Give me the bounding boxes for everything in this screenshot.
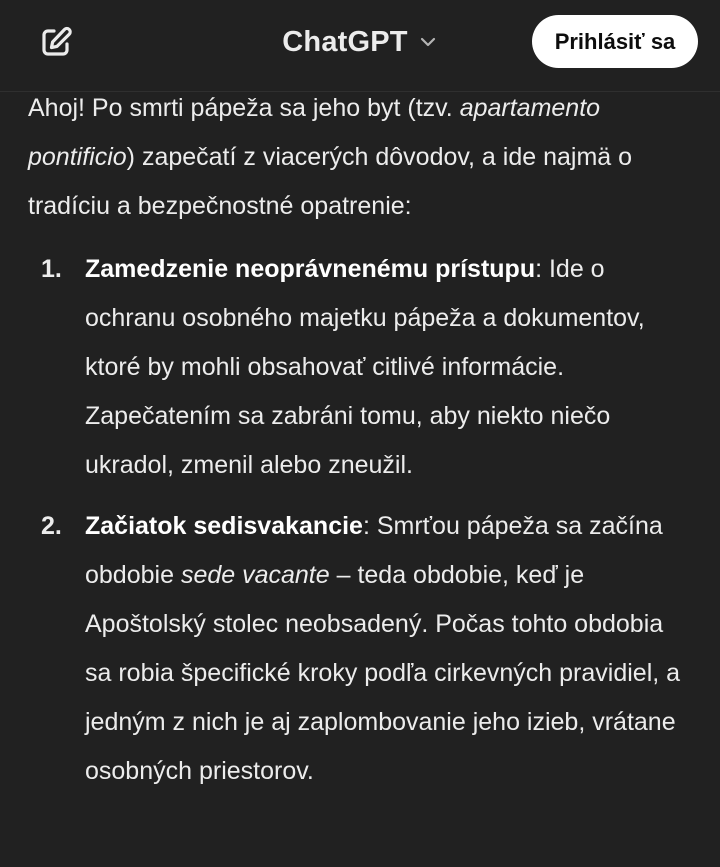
list-item-text: – teda obdobie, keď je Apoštolský stolec neobsadený. Počas tohto obdobia sa robia špecifické kroky podľa cirkevných pravidiel, a jedným z nich je aj zaplombovanie jeho izieb, vrátane osobných priestorov. — [85, 561, 681, 785]
list-item-heading: Začiatok sedisvakancie — [85, 512, 363, 540]
chevron-down-icon — [418, 32, 438, 52]
top-bar — [0, 0, 720, 92]
reasons-list — [28, 245, 688, 796]
list-item-number: 2. — [41, 512, 62, 540]
new-chat-button[interactable] — [36, 22, 76, 62]
app-title: ChatGPT — [282, 25, 408, 58]
list-item — [28, 502, 688, 796]
list-item-heading: Zamedzenie neoprávnenému prístupu — [85, 255, 536, 283]
login-button[interactable]: Prihlásiť sa — [532, 15, 698, 68]
model-selector[interactable] — [282, 26, 437, 59]
list-item-text: : Smrťou pápeža sa začína obdobie — [85, 512, 663, 589]
message-intro: Ahoj! Po smrti pápeža sa jeho byt (tzv. apartamento pontificio) zapečatí z viacerých dôvodov, a ide najmä o tradíciu a bezpečnostné opatrenie: — [28, 94, 633, 220]
list-item-italic: sede vacante — [180, 561, 330, 589]
list-item — [28, 245, 688, 490]
edit-icon — [39, 25, 73, 59]
assistant-message — [28, 84, 688, 808]
list-item-number: 1. — [41, 255, 62, 283]
list-item-text: : Ide o ochranu osobného majetku pápeža a dokumentov, ktoré by mohli obsahovať citlivé informácie. Zapečatením sa zabráni tomu, aby niekto niečo ukradol, zmenil alebo zneužil. — [85, 255, 645, 479]
